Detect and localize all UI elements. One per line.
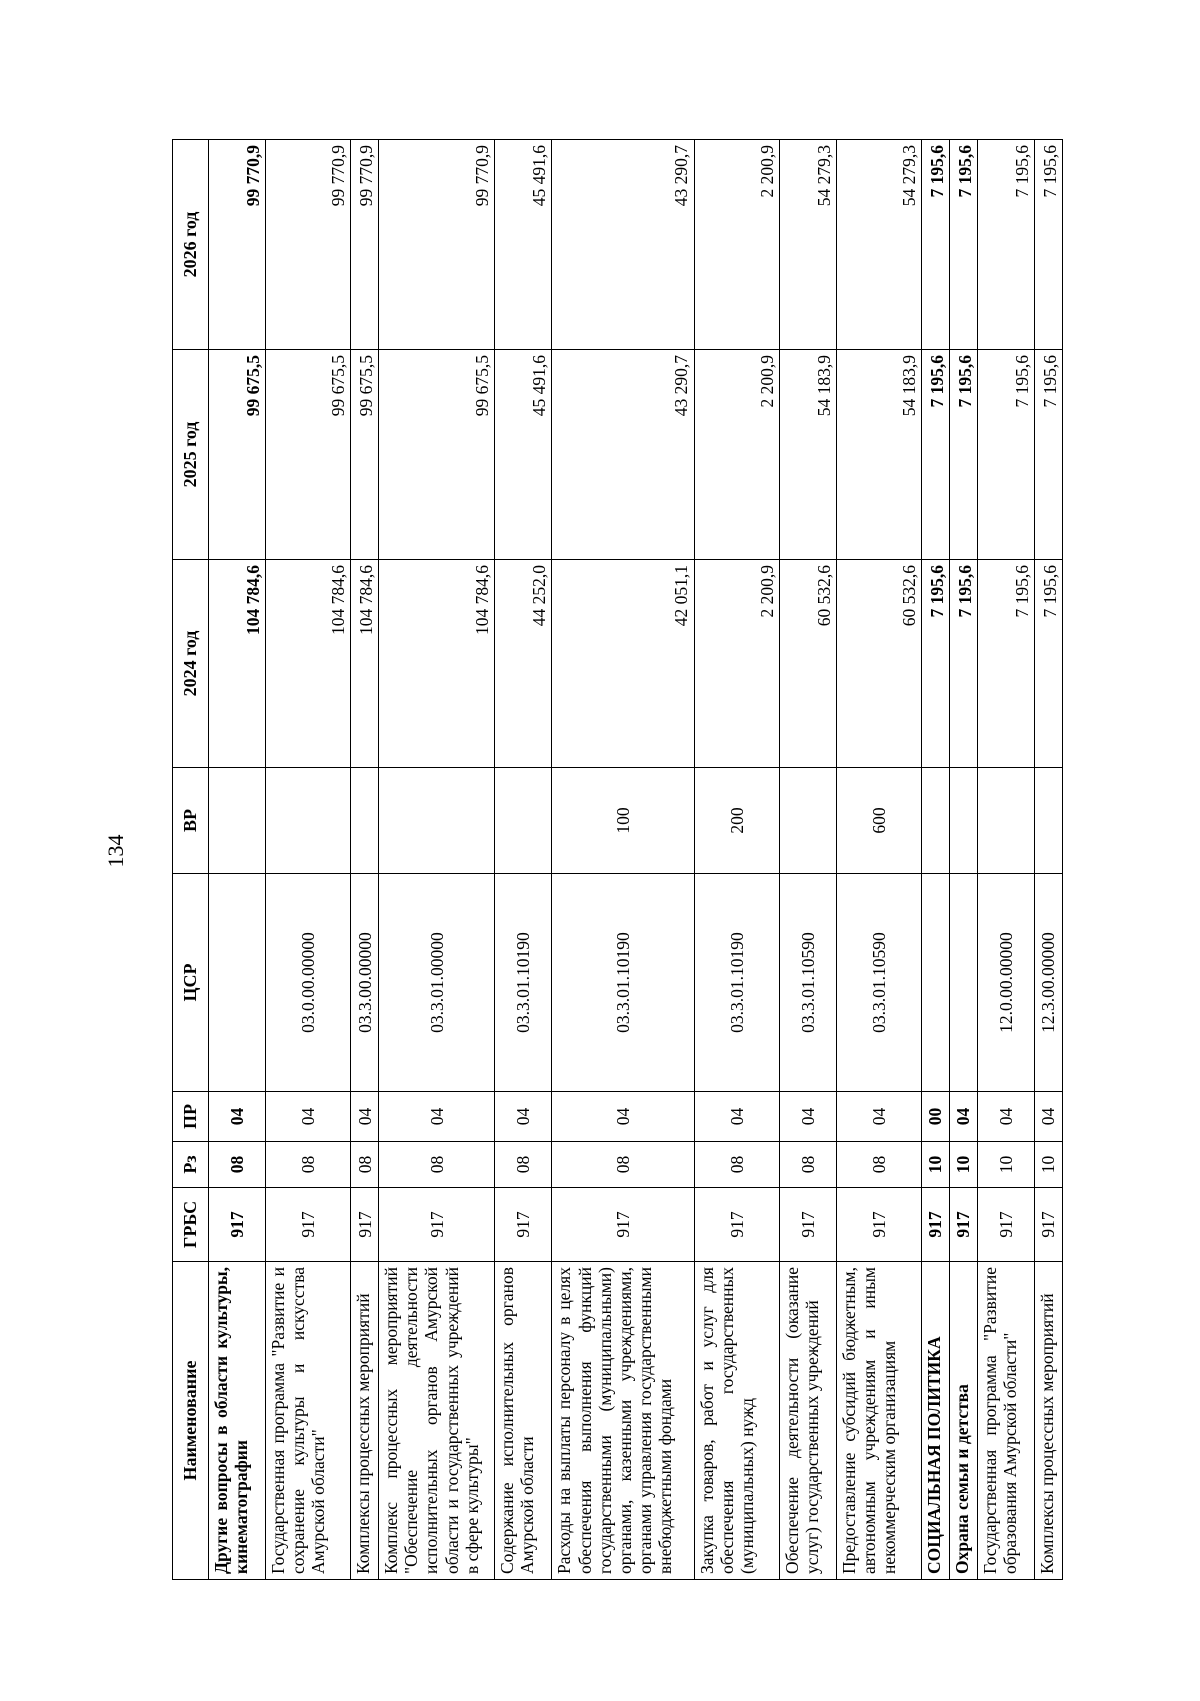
cell-vr (1034, 768, 1062, 874)
cell-grbs: 917 (921, 1188, 949, 1262)
cell-rz: 08 (266, 1142, 351, 1188)
cell-grbs: 917 (694, 1188, 779, 1262)
cell-y2024: 42 051,1 (552, 560, 694, 768)
cell-rz: 08 (351, 1142, 379, 1188)
cell-vr (495, 768, 552, 874)
cell-pr: 04 (1034, 1092, 1062, 1142)
rotated-table-container (172, 140, 1063, 1580)
cell-pr: 04 (379, 1092, 495, 1142)
cell-pr: 04 (266, 1092, 351, 1142)
col-header-grbs: ГРБС (173, 1188, 209, 1262)
col-header-vr: ВР (173, 768, 209, 874)
cell-y2026: 45 491,6 (495, 140, 552, 350)
cell-vr (266, 768, 351, 874)
cell-y2025: 7 195,6 (921, 350, 949, 560)
cell-csr (921, 874, 949, 1092)
cell-y2025: 99 675,5 (266, 350, 351, 560)
cell-name: Обеспечение деятельности (оказание услуг) государственных учреждений (779, 1262, 836, 1580)
cell-pr: 04 (977, 1092, 1034, 1142)
cell-rz: 08 (694, 1142, 779, 1188)
cell-y2025: 7 195,6 (977, 350, 1034, 560)
cell-y2026: 7 195,6 (921, 140, 949, 350)
cell-name: Предоставление субсидий бюджетным, автономным учреждениям и иным некоммерческим организациям (836, 1262, 921, 1580)
cell-csr: 03.3.01.10190 (495, 874, 552, 1092)
cell-name: Государственная программа "Развитие и сохранение культуры и искусства Амурской области" (266, 1262, 351, 1580)
cell-grbs: 917 (977, 1188, 1034, 1262)
cell-csr: 03.3.01.10590 (836, 874, 921, 1092)
table-row (949, 140, 977, 1580)
cell-name: Комплексы процессных мероприятий (1034, 1262, 1062, 1580)
cell-y2025: 43 290,7 (552, 350, 694, 560)
cell-rz: 10 (949, 1142, 977, 1188)
cell-y2025: 7 195,6 (949, 350, 977, 560)
cell-name: Содержание исполнительных органов Амурской области (495, 1262, 552, 1580)
cell-name: Комплексы процессных мероприятий (351, 1262, 379, 1580)
cell-y2024: 7 195,6 (977, 560, 1034, 768)
cell-y2026: 2 200,9 (694, 140, 779, 350)
table-row (552, 140, 694, 1580)
cell-y2025: 2 200,9 (694, 350, 779, 560)
cell-pr: 04 (209, 1092, 266, 1142)
cell-csr: 12.0.00.00000 (977, 874, 1034, 1092)
cell-pr: 00 (921, 1092, 949, 1142)
cell-csr: 03.3.00.00000 (351, 874, 379, 1092)
col-header-2025: 2025 год (173, 350, 209, 560)
page-number: 134 (103, 834, 128, 868)
cell-csr: 03.3.01.10190 (552, 874, 694, 1092)
cell-csr: 12.3.00.00000 (1034, 874, 1062, 1092)
cell-rz: 10 (921, 1142, 949, 1188)
cell-vr (977, 768, 1034, 874)
cell-y2025: 99 675,5 (209, 350, 266, 560)
cell-y2025: 7 195,6 (1034, 350, 1062, 560)
cell-y2024: 7 195,6 (1034, 560, 1062, 768)
cell-rz: 10 (977, 1142, 1034, 1188)
cell-pr: 04 (779, 1092, 836, 1142)
table-row (977, 140, 1034, 1580)
cell-y2024: 104 784,6 (351, 560, 379, 768)
col-header-name: Наименование (173, 1262, 209, 1580)
cell-y2024: 7 195,6 (949, 560, 977, 768)
cell-y2026: 54 279,3 (779, 140, 836, 350)
col-header-2026: 2026 год (173, 140, 209, 350)
table-row (1034, 140, 1062, 1580)
cell-rz: 10 (1034, 1142, 1062, 1188)
cell-pr: 04 (351, 1092, 379, 1142)
cell-y2024: 104 784,6 (379, 560, 495, 768)
cell-name: Комплекс процессных мероприятий "Обеспечение деятельности исполнительных органов Амурской области и государственных учреждений в сфере культуры" (379, 1262, 495, 1580)
cell-rz: 08 (209, 1142, 266, 1188)
cell-y2024: 104 784,6 (266, 560, 351, 768)
cell-y2026: 54 279,3 (836, 140, 921, 350)
cell-vr (921, 768, 949, 874)
cell-vr (779, 768, 836, 874)
table-row (266, 140, 351, 1580)
cell-vr (379, 768, 495, 874)
cell-pr: 04 (552, 1092, 694, 1142)
cell-grbs: 917 (351, 1188, 379, 1262)
cell-y2024: 2 200,9 (694, 560, 779, 768)
cell-y2025: 45 491,6 (495, 350, 552, 560)
cell-pr: 04 (836, 1092, 921, 1142)
cell-pr: 04 (495, 1092, 552, 1142)
cell-y2024: 104 784,6 (209, 560, 266, 768)
cell-y2026: 43 290,7 (552, 140, 694, 350)
col-header-csr: ЦСР (173, 874, 209, 1092)
cell-vr (209, 768, 266, 874)
cell-vr (351, 768, 379, 874)
cell-csr (949, 874, 977, 1092)
cell-name: Другие вопросы в области культуры, кинематографии (209, 1262, 266, 1580)
cell-grbs: 917 (836, 1188, 921, 1262)
cell-y2025: 99 675,5 (379, 350, 495, 560)
cell-grbs: 917 (209, 1188, 266, 1262)
cell-y2024: 60 532,6 (836, 560, 921, 768)
cell-y2025: 54 183,9 (836, 350, 921, 560)
table-row (779, 140, 836, 1580)
cell-csr: 03.0.00.00000 (266, 874, 351, 1092)
cell-y2026: 99 770,9 (266, 140, 351, 350)
cell-name: СОЦИАЛЬНАЯ ПОЛИТИКА (921, 1262, 949, 1580)
cell-grbs: 917 (779, 1188, 836, 1262)
col-header-rz: Рз (173, 1142, 209, 1188)
col-header-pr: ПР (173, 1092, 209, 1142)
cell-csr (209, 874, 266, 1092)
table-row (921, 140, 949, 1580)
table-row (694, 140, 779, 1580)
cell-pr: 04 (694, 1092, 779, 1142)
cell-grbs: 917 (1034, 1188, 1062, 1262)
cell-rz: 08 (379, 1142, 495, 1188)
col-header-2024: 2024 год (173, 560, 209, 768)
cell-y2024: 7 195,6 (921, 560, 949, 768)
table-row (836, 140, 921, 1580)
cell-grbs: 917 (495, 1188, 552, 1262)
cell-vr: 200 (694, 768, 779, 874)
cell-rz: 08 (495, 1142, 552, 1188)
cell-vr (949, 768, 977, 874)
cell-name: Государственная программа "Развитие образования Амурской области" (977, 1262, 1034, 1580)
cell-y2026: 99 770,9 (351, 140, 379, 350)
cell-vr: 600 (836, 768, 921, 874)
cell-rz: 08 (779, 1142, 836, 1188)
table-row (351, 140, 379, 1580)
cell-name: Расходы на выплаты персоналу в целях обеспечения выполнения функций государственными (муниципальными) органами, казенными учреждениями, органами управления государственными внебюджетными фондами (552, 1262, 694, 1580)
cell-name: Охрана семьи и детства (949, 1262, 977, 1580)
cell-y2026: 7 195,6 (1034, 140, 1062, 350)
cell-y2026: 99 770,9 (209, 140, 266, 350)
header-row (173, 140, 209, 1580)
cell-y2024: 60 532,6 (779, 560, 836, 768)
cell-y2025: 99 675,5 (351, 350, 379, 560)
cell-grbs: 917 (266, 1188, 351, 1262)
cell-y2026: 7 195,6 (977, 140, 1034, 350)
cell-y2024: 44 252,0 (495, 560, 552, 768)
cell-csr: 03.3.01.00000 (379, 874, 495, 1092)
cell-grbs: 917 (552, 1188, 694, 1262)
table-row (209, 140, 266, 1580)
cell-grbs: 917 (379, 1188, 495, 1262)
cell-y2026: 99 770,9 (379, 140, 495, 350)
cell-pr: 04 (949, 1092, 977, 1142)
cell-rz: 08 (552, 1142, 694, 1188)
budget-table (172, 139, 1063, 1580)
table-body (209, 140, 1063, 1580)
cell-grbs: 917 (949, 1188, 977, 1262)
table-row (379, 140, 495, 1580)
table-row (495, 140, 552, 1580)
cell-y2025: 54 183,9 (779, 350, 836, 560)
cell-name: Закупка товаров, работ и услуг для обеспечения государственных (муниципальных) нужд (694, 1262, 779, 1580)
cell-vr: 100 (552, 768, 694, 874)
cell-y2026: 7 195,6 (949, 140, 977, 350)
cell-csr: 03.3.01.10190 (694, 874, 779, 1092)
cell-rz: 08 (836, 1142, 921, 1188)
cell-csr: 03.3.01.10590 (779, 874, 836, 1092)
